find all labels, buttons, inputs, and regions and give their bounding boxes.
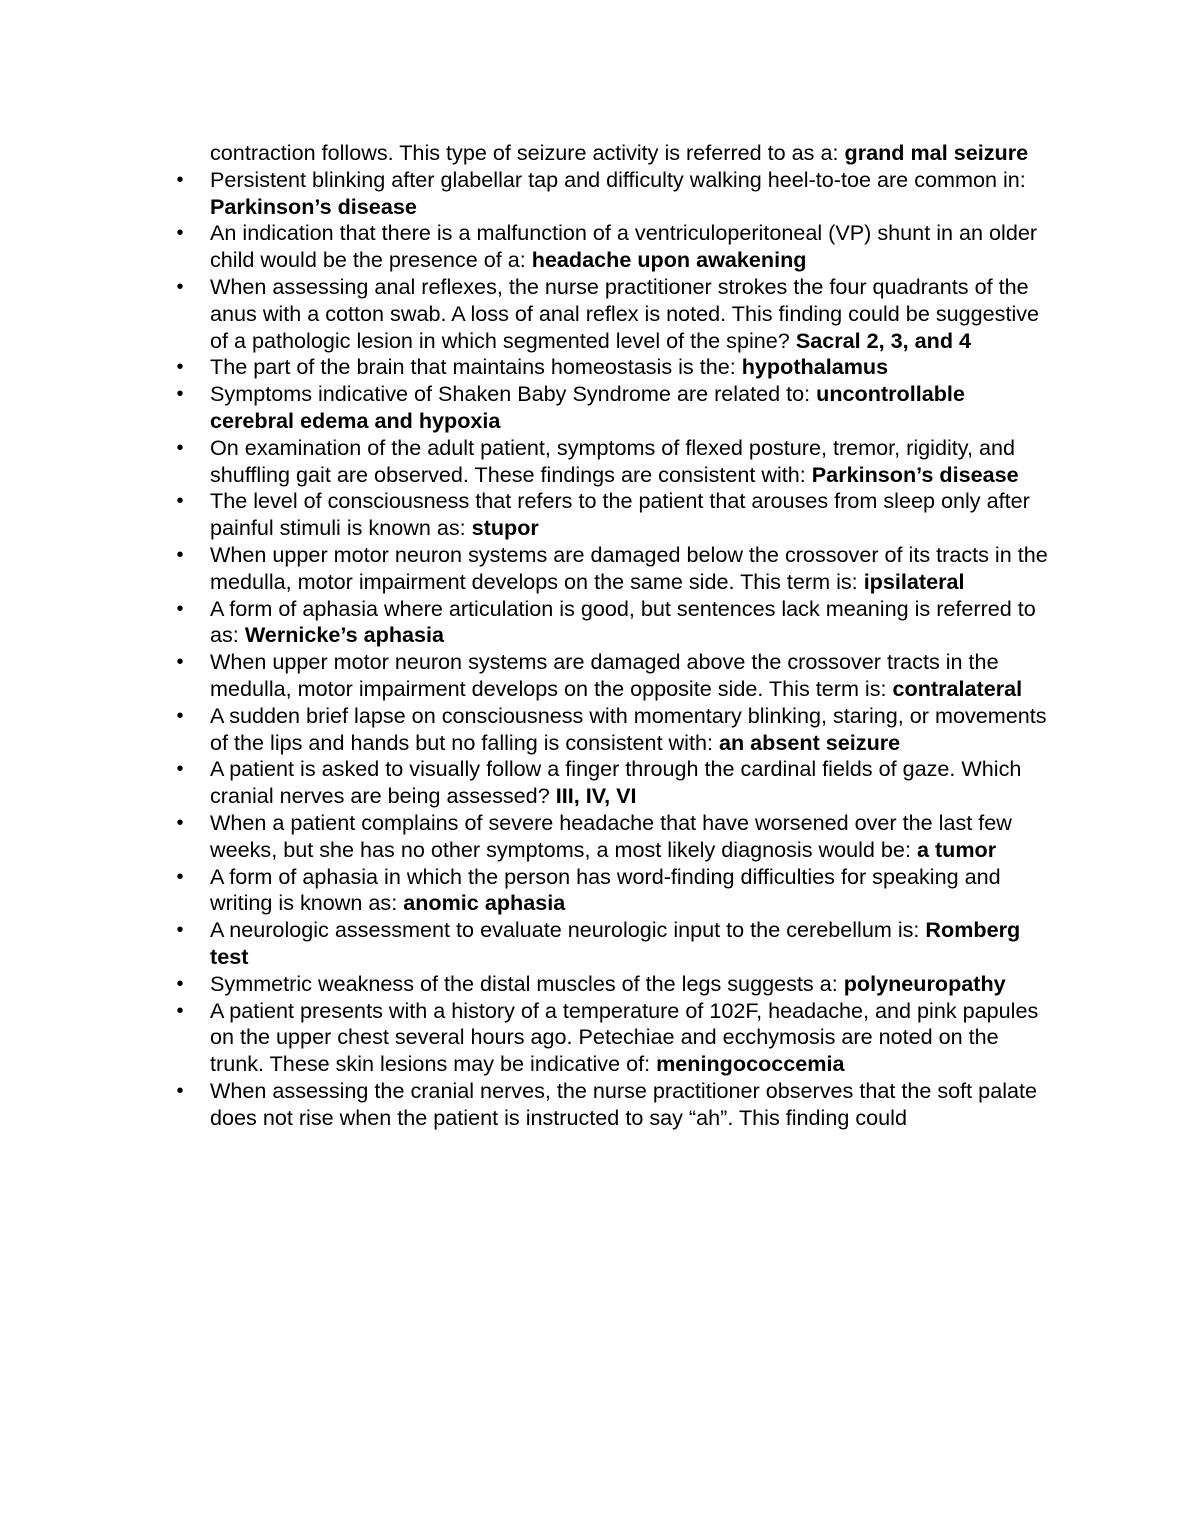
bullet-icon: •	[176, 275, 184, 298]
item-question: A form of aphasia where articulation is good, but sentences lack meaning is referred to as:	[210, 595, 1036, 648]
bullet-icon: •	[176, 865, 184, 888]
bullet-icon: •	[176, 543, 184, 566]
bullet-icon: •	[176, 999, 184, 1022]
item-question: When a patient complains of severe headache that have worsened over the last few weeks, but she has no other symptoms, a most likely diagnosis would be:	[210, 809, 1012, 862]
list-item	[170, 596, 1050, 650]
item-answer: meningococcemia	[656, 1051, 845, 1077]
bullet-icon: •	[176, 811, 184, 834]
bullet-icon: •	[176, 168, 184, 191]
item-question: Symptoms indicative of Shaken Baby Syndrome are related to:	[210, 381, 817, 407]
bullet-icon: •	[176, 704, 184, 727]
item-answer: polyneuropathy	[843, 970, 1006, 996]
item-answer: headache upon awakening	[531, 247, 807, 273]
continuation-item	[170, 140, 1050, 167]
item-answer: Romberg test	[210, 917, 1021, 969]
item-question: A patient is asked to visually follow a finger through the cardinal fields of gaze. Which cranial nerves are being assessed?	[210, 756, 1022, 809]
list-item	[170, 354, 1050, 381]
bullet-icon: •	[176, 1079, 184, 1102]
bullet-icon: •	[176, 383, 184, 406]
item-answer: contralateral	[892, 675, 1023, 701]
item-question: Persistent blinking after glabellar tap and difficulty walking heel-to-toe are common in:	[210, 166, 1026, 192]
item-answer: a tumor	[916, 836, 997, 862]
item-answer: Wernicke’s aphasia	[244, 622, 445, 648]
list-item	[170, 864, 1050, 918]
item-question: Symmetric weakness of the distal muscles of the legs suggests a:	[210, 970, 844, 996]
item-answer: stupor	[471, 515, 539, 541]
bullet-icon: •	[176, 597, 184, 620]
item-question: When assessing anal reflexes, the nurse practitioner strokes the four quadrants of the anus with a cotton swab. A loss of anal reflex is noted. This finding could be suggestive of a pathologic lesion in which segmented level of the spine?	[210, 273, 1040, 353]
item-question: When upper motor neuron systems are damaged above the crossover tracts in the medulla, motor impairment develops on the opposite side. This term is:	[210, 649, 999, 701]
bullet-icon: •	[176, 436, 184, 459]
list-item	[170, 542, 1050, 596]
bullet-icon: •	[176, 919, 184, 942]
item-question: A form of aphasia in which the person has word-finding difficulties for speaking and writing is known as:	[210, 863, 1001, 916]
list-item	[170, 274, 1050, 354]
list-item	[170, 810, 1050, 864]
item-question: A neurologic assessment to evaluate neurologic input to the cerebellum is:	[210, 917, 926, 943]
item-question: An indication that there is a malfunction of a ventriculoperitoneal (VP) shunt in an older child would be the presence of a:	[210, 220, 1038, 273]
item-answer: Parkinson’s disease	[811, 461, 1019, 487]
list-item	[170, 1078, 1050, 1132]
item-answer: Sacral 2, 3, and 4	[795, 327, 972, 353]
list-item	[170, 998, 1050, 1078]
list-item	[170, 488, 1050, 542]
item-answer: hypothalamus	[741, 354, 889, 380]
bullet-icon: •	[176, 972, 184, 995]
list-item	[170, 220, 1050, 274]
bullet-icon: •	[176, 758, 184, 781]
item-answer: Parkinson’s disease	[210, 193, 417, 219]
item-answer: an absent seizure	[718, 729, 901, 755]
list-item	[170, 167, 1050, 221]
bullet-icon: •	[176, 651, 184, 674]
bullet-icon: •	[176, 356, 184, 379]
bullet-icon: •	[176, 222, 184, 245]
document-body	[170, 140, 1050, 1131]
item-question: A sudden brief lapse on consciousness with momentary blinking, staring, or movements of the lips and hands but no falling is consistent with:	[210, 702, 1047, 755]
item-answer: uncontrollable cerebral edema and hypoxia	[210, 381, 965, 433]
item-question: The level of consciousness that refers to the patient that arouses from sleep only after painful stimuli is known as:	[210, 488, 1030, 541]
item-question: The part of the brain that maintains homeostasis is the:	[210, 354, 742, 380]
item-answer: III, IV, VI	[555, 783, 637, 809]
list-item	[170, 971, 1050, 998]
list-item	[170, 435, 1050, 489]
item-answer: grand mal seizure	[844, 140, 1029, 165]
item-question: A patient presents with a history of a temperature of 102F, headache, and pink papules on the upper chest several hours ago. Petechiae and ecchymosis are noted on the trunk. These skin lesions may be indicative of:	[210, 997, 1039, 1077]
item-question: When upper motor neuron systems are damaged below the crossover of its tracts in the medulla, motor impairment develops on the same side. This term is:	[210, 541, 1048, 594]
list-item	[170, 649, 1050, 703]
item-question: When assessing the cranial nerves, the nurse practitioner observes that the soft palate does not rise when the patient is instructed to say “ah”. This finding could	[210, 1077, 1038, 1130]
item-answer: anomic aphasia	[403, 890, 566, 916]
list-item	[170, 756, 1050, 810]
list-item	[170, 917, 1050, 971]
item-question: contraction follows. This type of seizure activity is referred to as a:	[210, 140, 845, 165]
bullet-icon: •	[176, 490, 184, 513]
item-question: On examination of the adult patient, symptoms of flexed posture, tremor, rigidity, and shuffling gait are observed. These findings are consistent with:	[210, 434, 1015, 487]
list-item	[170, 381, 1050, 435]
list-item	[170, 703, 1050, 757]
item-answer: ipsilateral	[863, 568, 965, 594]
